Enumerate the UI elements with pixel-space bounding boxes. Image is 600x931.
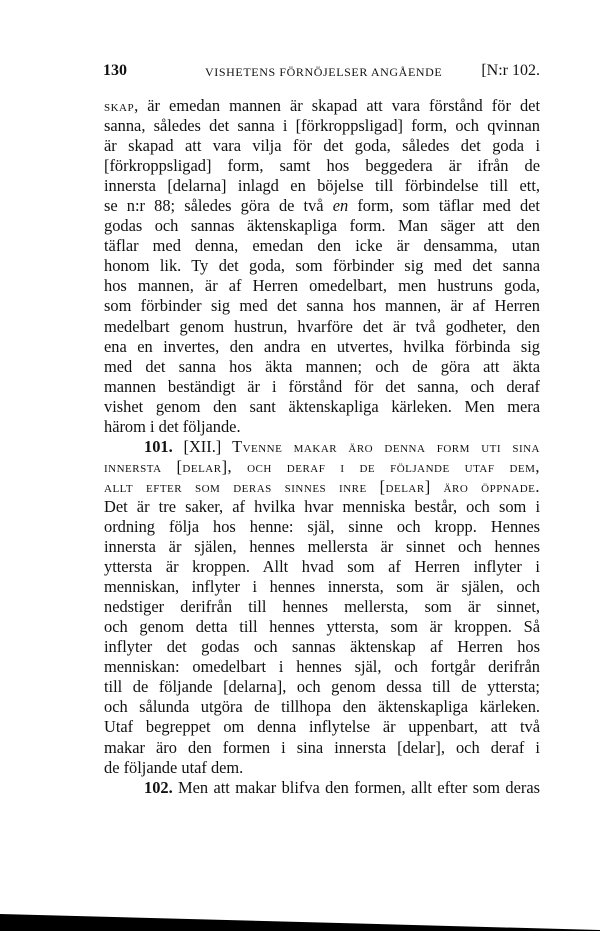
text-line	[104, 557, 540, 577]
text-run: och sålunda utgöra de tillhopa den äktenskapliga kärleken.	[104, 697, 540, 717]
text-run: nedstiger derifrån till hennes mellersta, som är sinnet,	[104, 597, 540, 617]
text-run: Det är tre saker, af hvilka hvar menniska består, och som i	[104, 496, 540, 516]
text-line	[104, 717, 540, 737]
section-reference: [N:r 102.	[481, 62, 540, 79]
text-run: Tvenne makar äro denna form uti sina	[232, 436, 540, 456]
text-run: som förbinder sig med det sanna hos mannen, är af Herren	[104, 296, 540, 316]
text-run: härom i det följande.	[104, 416, 241, 436]
text-run: sanna, således det sanna i [förkroppsligad] form, och qvinnan	[104, 116, 540, 136]
text-line	[104, 136, 540, 156]
text-run: honom lik. Ty det goda, som förbinder sig med det sanna	[104, 256, 540, 276]
text-run: inflyter det godas och sannas äktenskap af Herren hos	[104, 637, 540, 657]
text-line	[104, 337, 540, 357]
text-line	[104, 577, 540, 597]
text-line	[104, 156, 540, 176]
text-run: Men att makar blifva den formen, allt efter som deras	[172, 777, 540, 797]
text-line	[104, 637, 540, 657]
text-run: skap	[104, 96, 135, 115]
text-run: täflar med denna, emedan den icke är densamma, utan	[104, 236, 540, 256]
text-run: vishet genom den sant äktenskapliga kärleken. Men mera	[104, 396, 540, 416]
text-line	[104, 457, 540, 477]
text-run: Utaf begreppet om denna inflytelse är uppenbart, att två	[104, 717, 540, 737]
text-run: de följande utaf dem.	[104, 757, 244, 777]
text-run: menniskan, inflyter i hennes innersta, som är själen, och	[104, 577, 540, 597]
text-run: innersta [delarna] inlagd en böjelse till förbindelse till ett,	[104, 176, 540, 196]
text-run: medelbart genom hustrun, hvarföre det är två godheter, den	[104, 316, 540, 336]
running-title: VISHETENS FÖRNÖJELSER ANGÅENDE	[205, 65, 443, 79]
text-line	[104, 317, 540, 337]
text-run: se n:r 88; således göra de två	[104, 196, 333, 216]
text-line	[104, 437, 540, 457]
text-run: 101.	[144, 436, 173, 456]
text-run: , är emedan mannen är skapad att vara förstånd för det	[134, 96, 540, 115]
text-line	[104, 176, 540, 196]
text-line	[104, 738, 540, 758]
text-line	[104, 477, 540, 497]
text-run: hos mannen, är af Herren omedelbart, men hustruns goda,	[104, 276, 540, 296]
text-line	[104, 276, 540, 296]
text-run: allt efter som deras sinnes inre [delar] äro öppnade.	[104, 476, 540, 496]
text-line	[104, 236, 540, 256]
text-line	[104, 697, 540, 717]
text-run: mannen beständigt är i förstånd för det sanna, och deraf	[104, 376, 540, 396]
text-run: är skapad att vara vilja för det goda, således det goda i	[104, 136, 540, 156]
page-number: 130	[103, 62, 127, 79]
text-line	[104, 657, 540, 677]
body-text	[104, 96, 540, 798]
text-run: godas och sannas äktenskapliga form. Man säger att den	[104, 216, 540, 236]
text-line	[104, 256, 540, 276]
scan-edge-shadow	[0, 905, 600, 931]
text-line	[104, 417, 540, 437]
text-line	[104, 116, 540, 136]
text-line	[104, 537, 540, 557]
text-line	[104, 517, 540, 537]
text-run: 102.	[144, 777, 173, 797]
text-run: menniskan: omedelbart i hennes själ, och fortgår derifrån	[104, 657, 540, 677]
text-line	[104, 216, 540, 236]
text-run: ena en invertes, den andra en utvertes, hvilka förbinda sig	[104, 336, 540, 356]
running-header	[103, 62, 540, 82]
text-line	[104, 357, 540, 377]
text-line	[104, 617, 540, 637]
text-run: ordning följa hos henne: själ, sinne och kropp. Hennes	[104, 516, 540, 536]
text-line	[104, 778, 540, 798]
text-run: form, som täflar med det	[348, 196, 540, 216]
text-run: innersta är själen, hennes mellersta är sinnet och hennes	[104, 537, 540, 557]
text-line	[104, 677, 540, 697]
text-run: innersta [delar], och deraf i de följande utaf dem,	[104, 456, 540, 476]
text-line	[104, 196, 540, 216]
text-line	[104, 377, 540, 397]
text-line	[104, 296, 540, 316]
text-line	[104, 397, 540, 417]
text-line	[104, 758, 540, 778]
text-line	[104, 96, 540, 116]
text-run: makar äro den formen i sina innersta [delar], och deraf i	[104, 737, 540, 757]
text-run: en	[332, 196, 349, 216]
text-run: [XII.]	[172, 436, 233, 456]
text-run: yttersta är kroppen. Allt hvad som af Herren inflyter i	[104, 557, 540, 577]
text-line	[104, 497, 540, 517]
text-run: till de följande [delarna], och genom dessa till de yttersta;	[104, 677, 540, 697]
text-run: [förkroppsligad] form, samt hos beggedera är ifrån de	[104, 156, 540, 176]
text-run: med det sanna hos äkta mannen; och de göra att äkta	[104, 356, 540, 376]
text-line	[104, 597, 540, 617]
text-run: och genom detta till hennes yttersta, som är kroppen. Så	[104, 617, 540, 637]
